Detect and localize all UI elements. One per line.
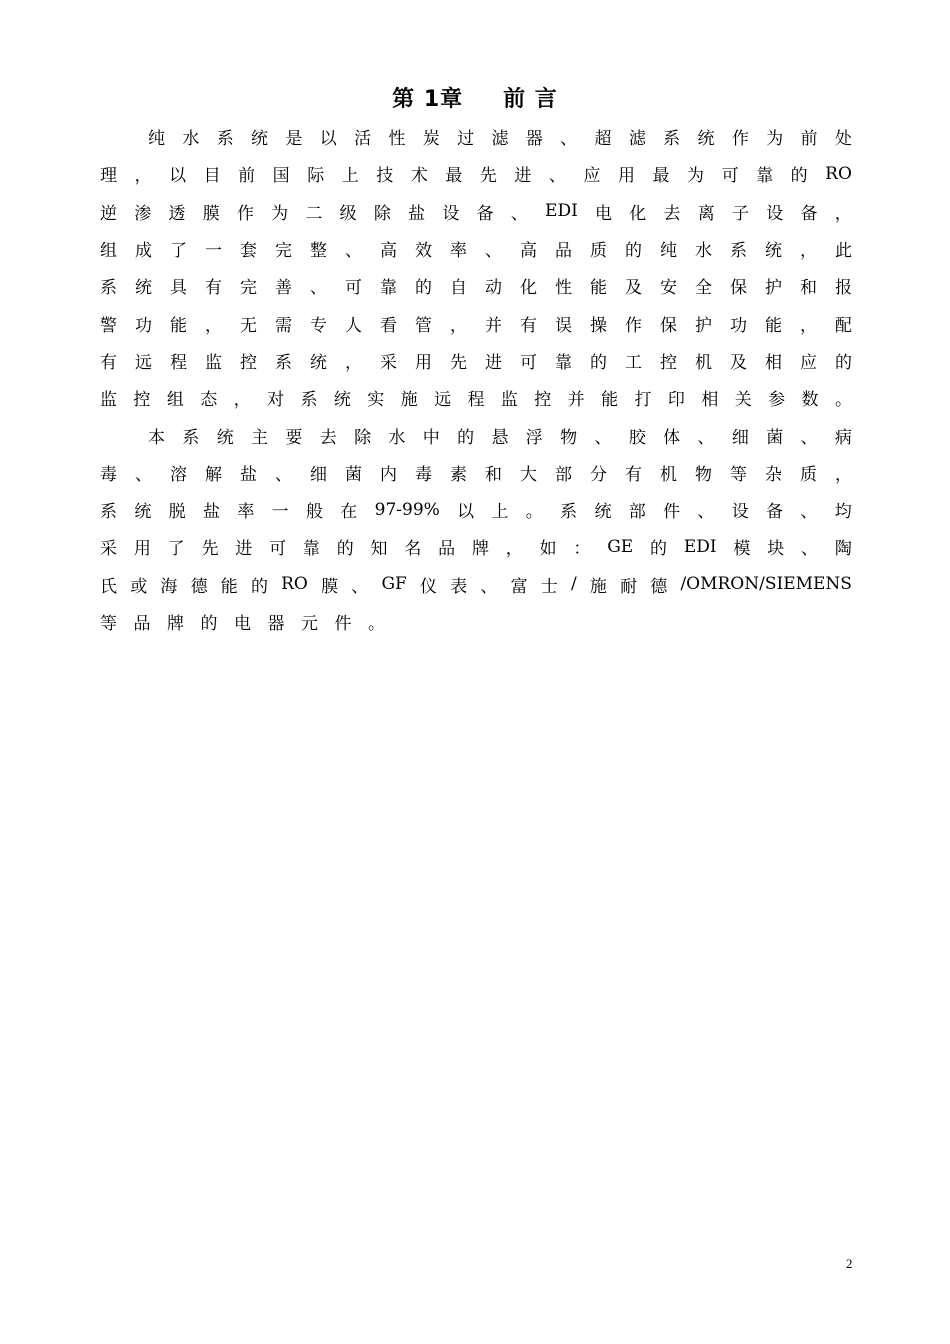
body-line: 等 品 牌 的 电 器 元 件 。 — [100, 614, 385, 634]
body-line: 本 系 统 主 要 去 除 水 中 的 悬 浮 物 、 胶 体 、 细 菌 、 病 — [148, 427, 852, 448]
body-line: 组 成 了 一 套 完 整 、 高 效 率 、 高 品 质 的 纯 水 系 统 ， 此 — [100, 241, 852, 262]
body-line: 有 远 程 监 控 系 统 ， 采 用 先 进 可 靠 的 工 控 机 及 相 应 的 — [100, 352, 852, 373]
chapter-title-text: 前 言 — [503, 87, 558, 112]
body-line: 系 统 脱 盐 率 一 般 在 97-99% 以 上 。 系 统 部 件 、 设 备 、 均 — [100, 499, 852, 523]
body-line: 监 控 组 态 ， 对 系 统 实 施 远 程 监 控 并 能 打 印 相 关 参 数 。 — [100, 390, 852, 411]
body-line: 采 用 了 先 进 可 靠 的 知 名 品 牌 ， 如 ： GE 的 EDI 模 块 、 陶 — [100, 536, 852, 560]
body-text — [100, 118, 852, 640]
body-line: 理 ， 以 目 前 国 际 上 技 术 最 先 进 、 应 用 最 为 可 靠 的 RO — [100, 163, 852, 187]
body-line: 纯 水 系 统 是 以 活 性 炭 过 滤 器 、 超 滤 系 统 作 为 前 处 — [148, 129, 852, 150]
chapter-number-label: 第 1章 — [392, 87, 464, 112]
body-line: 系 统 具 有 完 善 、 可 靠 的 自 动 化 性 能 及 安 全 保 护 和 报 — [100, 278, 852, 299]
body-line: 逆 渗 透 膜 作 为 二 级 除 盐 设 备 、 EDI 电 化 去 离 子 设 备 ， — [100, 201, 852, 224]
body-line: 毒 、 溶 解 盐 、 细 菌 内 毒 素 和 大 部 分 有 机 物 等 杂 质 ， — [100, 464, 852, 485]
chapter-heading — [0, 84, 950, 116]
body-line: 警 功 能 ， 无 需 专 人 看 管 ， 并 有 误 操 作 保 护 功 能 ， 配 — [100, 315, 852, 336]
body-line: 氏 或 海 德 能 的 RO 膜 、 GF 仪 表 、 富 士 / 施 耐 德 /OMRON/SIEMENS — [100, 574, 852, 597]
page-number: 2 — [846, 1256, 853, 1271]
